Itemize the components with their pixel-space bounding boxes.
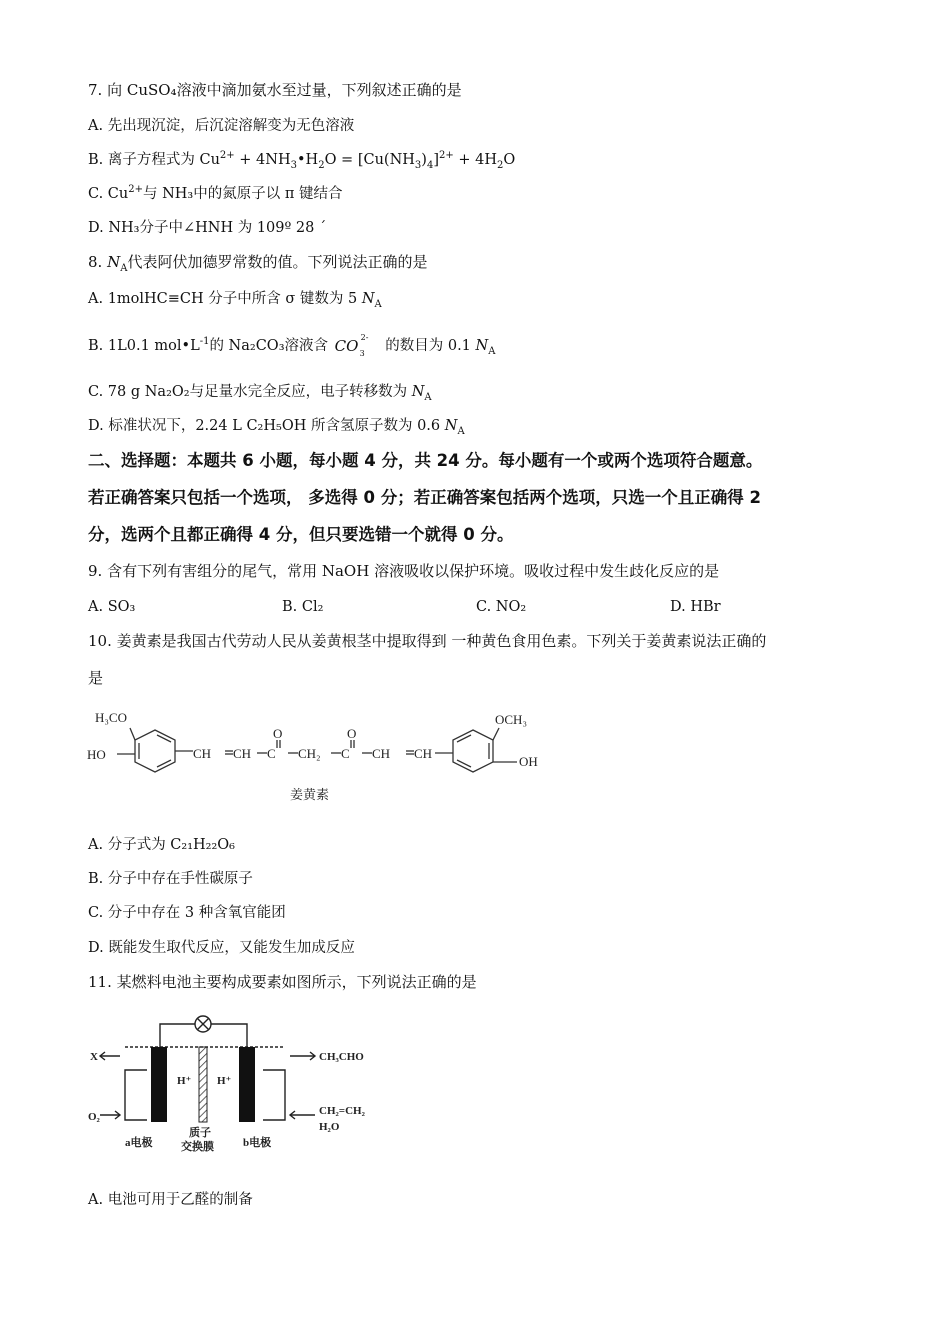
section2-instructions-line3: 分，选两个且都正确得 4 分，但只要选错一个就得 0 分。: [88, 525, 514, 544]
q7-option-b: B. 离子方程式为 $Cu^{2+}$ + $4NH_3•H_2O = [Cu(NH_3)_4]^{2+} + 4H_2O$: [88, 150, 516, 171]
a-electrode: [151, 1047, 167, 1122]
section2-instructions-line1: 二、选择题：本题共 6 小题，每小题 4 分，共 24 分。每小题有一个或两个选项符合题意。: [88, 451, 763, 470]
svg-text:O: O: [347, 726, 357, 741]
q9-option-b: B. Cl₂: [282, 599, 324, 615]
svg-text:OCH₃: OCH₃: [495, 712, 527, 727]
q9-option-d: D. HBr: [670, 599, 721, 615]
q9-option-a: A. SO₃: [88, 599, 136, 615]
svg-text:H₂O: H₂O: [319, 1121, 340, 1133]
q10-option-b: B. 分子中存在手性碳原子: [88, 871, 253, 887]
svg-text:X: X: [90, 1051, 98, 1063]
q10-option-c: C. 分子中存在 3 种含氧官能团: [88, 905, 286, 921]
q9-stem: 9. 含有下列有害组分的尾气，常用 NaOH 溶液吸收以保护环境。吸收过程中发生歧化反应的是: [88, 562, 720, 580]
svg-text:CH₂=CH₂: CH₂=CH₂: [319, 1105, 365, 1117]
q9-option-c: C. NO₂: [476, 599, 527, 615]
svg-text:质子: 质子: [189, 1127, 211, 1139]
q11-option-a: A. 电池可用于乙醛的制备: [88, 1192, 253, 1208]
svg-text:O₂: O₂: [88, 1111, 100, 1123]
q8-option-b: B. 1L0.1 $mol•L^{-1}$的 Na₂CO₃溶液含 CO 2- 3 的数目为 0.1 $N_A$: [88, 333, 496, 358]
curcumin-structure-diagram: [85, 700, 555, 810]
b-electrode: [239, 1047, 255, 1122]
svg-text:CH: CH: [233, 746, 252, 761]
q8-option-d: D. 标准状况下，2.24 L C₂H₅OH 所含氢原子数为 0.6 $N_A$: [88, 418, 465, 437]
q8-option-c: C. 78 g Na₂O₂与足量水完全反应，电子转移数为 $N_A$: [88, 384, 432, 403]
q10-option-a: A. 分子式为 C₂₁H₂₂O₆: [88, 837, 235, 853]
svg-text:OH: OH: [519, 754, 538, 769]
proton-exchange-membrane: [199, 1047, 207, 1122]
svg-text:H⁺: H⁺: [177, 1075, 192, 1087]
q7-option-c: C. $Cu^{2+}$与 NH₃中的氮原子以 π 键结合: [88, 184, 343, 202]
svg-text:HO: HO: [87, 747, 106, 762]
q7-option-a: A. 先出现沉淀，后沉淀溶解变为无色溶液: [88, 118, 355, 134]
svg-text:CH: CH: [372, 746, 391, 761]
svg-text:CH₂: CH₂: [298, 746, 321, 761]
carbonate-ion: CO: [334, 337, 359, 355]
svg-text:C: C: [267, 746, 276, 761]
q10-option-d: D. 既能发生取代反应，又能发生加成反应: [88, 940, 355, 956]
q7-option-d: D. NH₃分子中∠HNH 为 109º 28 ´: [88, 220, 327, 236]
fuel-cell-diagram: [85, 1012, 385, 1157]
svg-text:H⁺: H⁺: [217, 1075, 232, 1087]
svg-text:b电极: b电极: [243, 1137, 272, 1149]
svg-text:O: O: [273, 726, 283, 741]
q7-stem: 7. 向 CuSO₄溶液中滴加氨水至过量，下列叙述正确的是: [88, 81, 462, 99]
svg-text:交换膜: 交换膜: [181, 1141, 214, 1153]
q10-stem-line2: 是: [88, 669, 104, 687]
struct-label: 姜黄素: [290, 787, 330, 802]
section2-instructions-line2: 若正确答案只包括一个选项， 多选得 0 分；若正确答案包括两个选项，只选一个且正确得 2: [88, 488, 761, 507]
svg-text:C: C: [341, 746, 350, 761]
q8-option-a: A. 1molHC≡CH 分子中所含 σ 键数为 5 $N_A$: [88, 291, 382, 310]
q11-stem: 11. 某燃料电池主要构成要素如图所示，下列说法正确的是: [88, 973, 477, 991]
svg-text:CH: CH: [193, 746, 212, 761]
svg-text:a电极: a电极: [125, 1137, 153, 1149]
svg-text:H₃CO: H₃CO: [95, 710, 127, 725]
svg-text:CH₃CHO: CH₃CHO: [319, 1051, 364, 1063]
q10-stem-line1: 10. 姜黄素是我国古代劳动人民从姜黄根茎中提取得到 一种黄色食用色素。下列关于姜黄素说法正确的: [88, 632, 767, 650]
svg-text:CH: CH: [414, 746, 433, 761]
q8-stem: 8. $N_A$代表阿伏加德罗常数的值。下列说法正确的是: [88, 253, 428, 274]
